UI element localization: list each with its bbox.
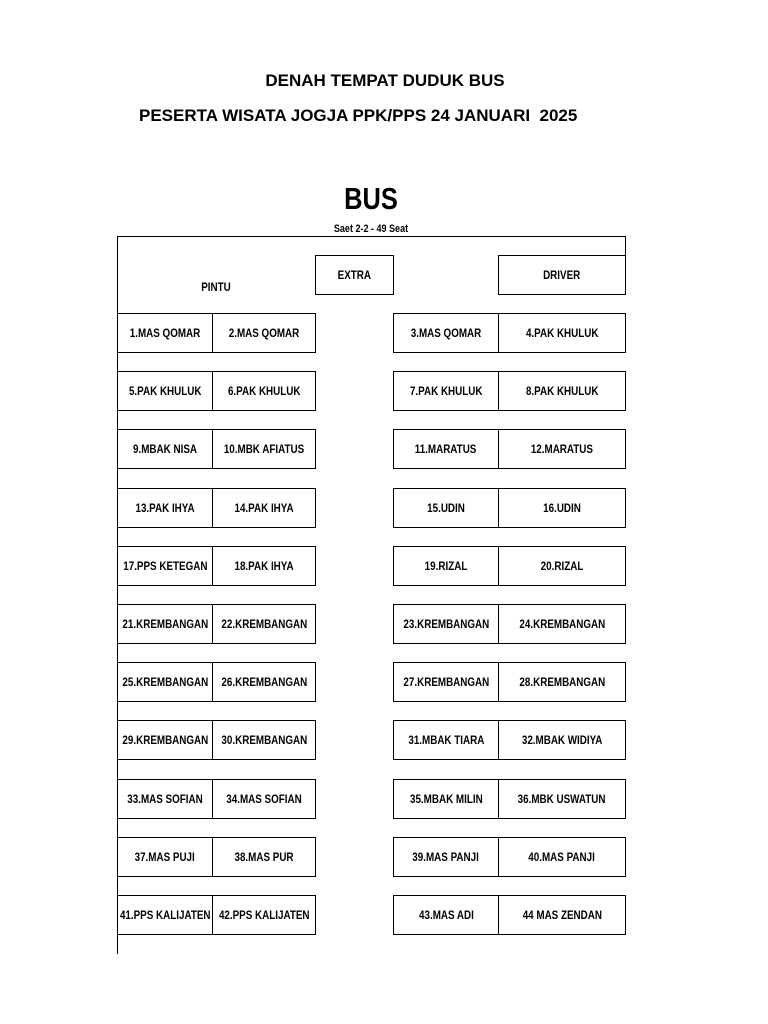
seat-label: 28.KREMBANGAN [519, 675, 605, 689]
seat-cell [117, 488, 213, 528]
seat-cell [117, 429, 213, 469]
seat-label: 30.KREMBANGAN [221, 733, 307, 747]
seat-label: 6.PAK KHULUK [227, 384, 301, 398]
seat-label: 18.PAK IHYA [234, 559, 294, 573]
seat-cell [393, 546, 499, 586]
seat-label: 33.MAS SOFIAN [127, 792, 203, 806]
seat-cell [393, 720, 499, 760]
seat-cell [212, 604, 316, 644]
seat-cell [393, 313, 499, 353]
seat-cell [498, 662, 626, 702]
seat-cell [393, 779, 499, 819]
seat-cell [393, 488, 499, 528]
seat-label: 24.KREMBANGAN [519, 617, 605, 631]
seat-label: 36.MBK USWATUN [518, 792, 606, 806]
seat-label: 29.KREMBANGAN [122, 733, 208, 747]
seat-label: 35.MBAK MILIN [409, 792, 483, 806]
seat-cell [212, 720, 316, 760]
seat-label: 9.MBAK NISA [133, 442, 197, 456]
seat-label: 39.MAS PANJI [412, 850, 480, 864]
document-subtitle: PESERTA WISATA JOGJA PPK/PPS 24 JANUARI 2025 [139, 106, 578, 125]
seat-label: 4.PAK KHULUK [525, 326, 599, 340]
seat-label: 25.KREMBANGAN [122, 675, 208, 689]
seat-label: 37.MAS PUJI [134, 850, 196, 864]
seat-cell [117, 779, 213, 819]
seat-cell [498, 895, 626, 935]
door-label: PINTU [201, 280, 231, 294]
seat-label: 17.PPS KETEGAN [122, 559, 208, 573]
bus-frame-right [625, 236, 626, 256]
seat-label: 41.PPS KALIJATEN [119, 908, 211, 922]
driver-seat: DRIVER [498, 255, 626, 295]
seat-cell [212, 895, 316, 935]
seat-info: Saet 2-2 - 49 Seat [333, 223, 409, 235]
extra-seat: EXTRA [315, 255, 394, 295]
seat-cell [498, 720, 626, 760]
seat-label: 27.KREMBANGAN [403, 675, 489, 689]
seat-cell [393, 371, 499, 411]
document-title: DENAH TEMPAT DUDUK BUS [265, 71, 505, 90]
seat-label: 8.PAK KHULUK [525, 384, 599, 398]
seat-label: 20.RIZAL [540, 559, 584, 573]
seat-cell [212, 837, 316, 877]
seat-cell [498, 604, 626, 644]
seat-label: 22.KREMBANGAN [221, 617, 307, 631]
seat-label: 13.PAK IHYA [135, 501, 195, 515]
seat-cell [212, 488, 316, 528]
seat-label: 10.MBK AFIATUS [223, 442, 305, 456]
seat-cell [498, 313, 626, 353]
seat-label: 40.MAS PANJI [528, 850, 596, 864]
seat-label: 12.MARATUS [530, 442, 594, 456]
bus-frame-top [117, 236, 626, 237]
seat-label: 15.UDIN [427, 501, 465, 515]
seat-label: 23.KREMBANGAN [403, 617, 489, 631]
seat-cell [117, 313, 213, 353]
seat-cell [117, 604, 213, 644]
seat-label: 34.MAS SOFIAN [226, 792, 302, 806]
seat-label: 16.UDIN [543, 501, 581, 515]
seat-cell [117, 895, 213, 935]
seat-cell [393, 895, 499, 935]
seat-cell [498, 779, 626, 819]
seat-label: 38.MAS PUR [234, 850, 294, 864]
seat-cell [117, 837, 213, 877]
seat-cell [393, 837, 499, 877]
seat-cell [498, 488, 626, 528]
seat-label: 31.MBAK TIARA [407, 733, 484, 747]
seat-cell [393, 662, 499, 702]
seat-cell [117, 546, 213, 586]
seat-label: 21.KREMBANGAN [122, 617, 208, 631]
seat-cell [212, 313, 316, 353]
seat-label: 5.PAK KHULUK [128, 384, 202, 398]
seat-label: 19.RIZAL [424, 559, 468, 573]
seat-label: 1.MAS QOMAR [129, 326, 201, 340]
seat-cell [498, 429, 626, 469]
seat-label: 14.PAK IHYA [234, 501, 294, 515]
seat-cell [117, 371, 213, 411]
seat-cell [498, 837, 626, 877]
seat-label: 3.MAS QOMAR [410, 326, 482, 340]
seat-label: 42.PPS KALIJATEN [218, 908, 310, 922]
seat-cell [498, 546, 626, 586]
seat-label: 43.MAS ADI [418, 908, 474, 922]
seat-cell [498, 371, 626, 411]
seat-label: 11.MARATUS [415, 442, 477, 456]
seat-cell [212, 546, 316, 586]
seat-label: 7.PAK KHULUK [409, 384, 483, 398]
seat-cell [117, 662, 213, 702]
seat-label: 32.MBAK WIDIYA [521, 733, 603, 747]
seat-cell [393, 604, 499, 644]
seat-cell [212, 371, 316, 411]
seat-cell [212, 662, 316, 702]
seat-label: 2.MAS QOMAR [228, 326, 300, 340]
bus-heading: BUS [344, 181, 398, 216]
seat-cell [393, 429, 499, 469]
seat-cell [212, 779, 316, 819]
seat-label: 26.KREMBANGAN [221, 675, 307, 689]
seat-cell [117, 720, 213, 760]
seat-label: 44 MAS ZENDAN [522, 908, 602, 922]
seat-cell [212, 429, 316, 469]
